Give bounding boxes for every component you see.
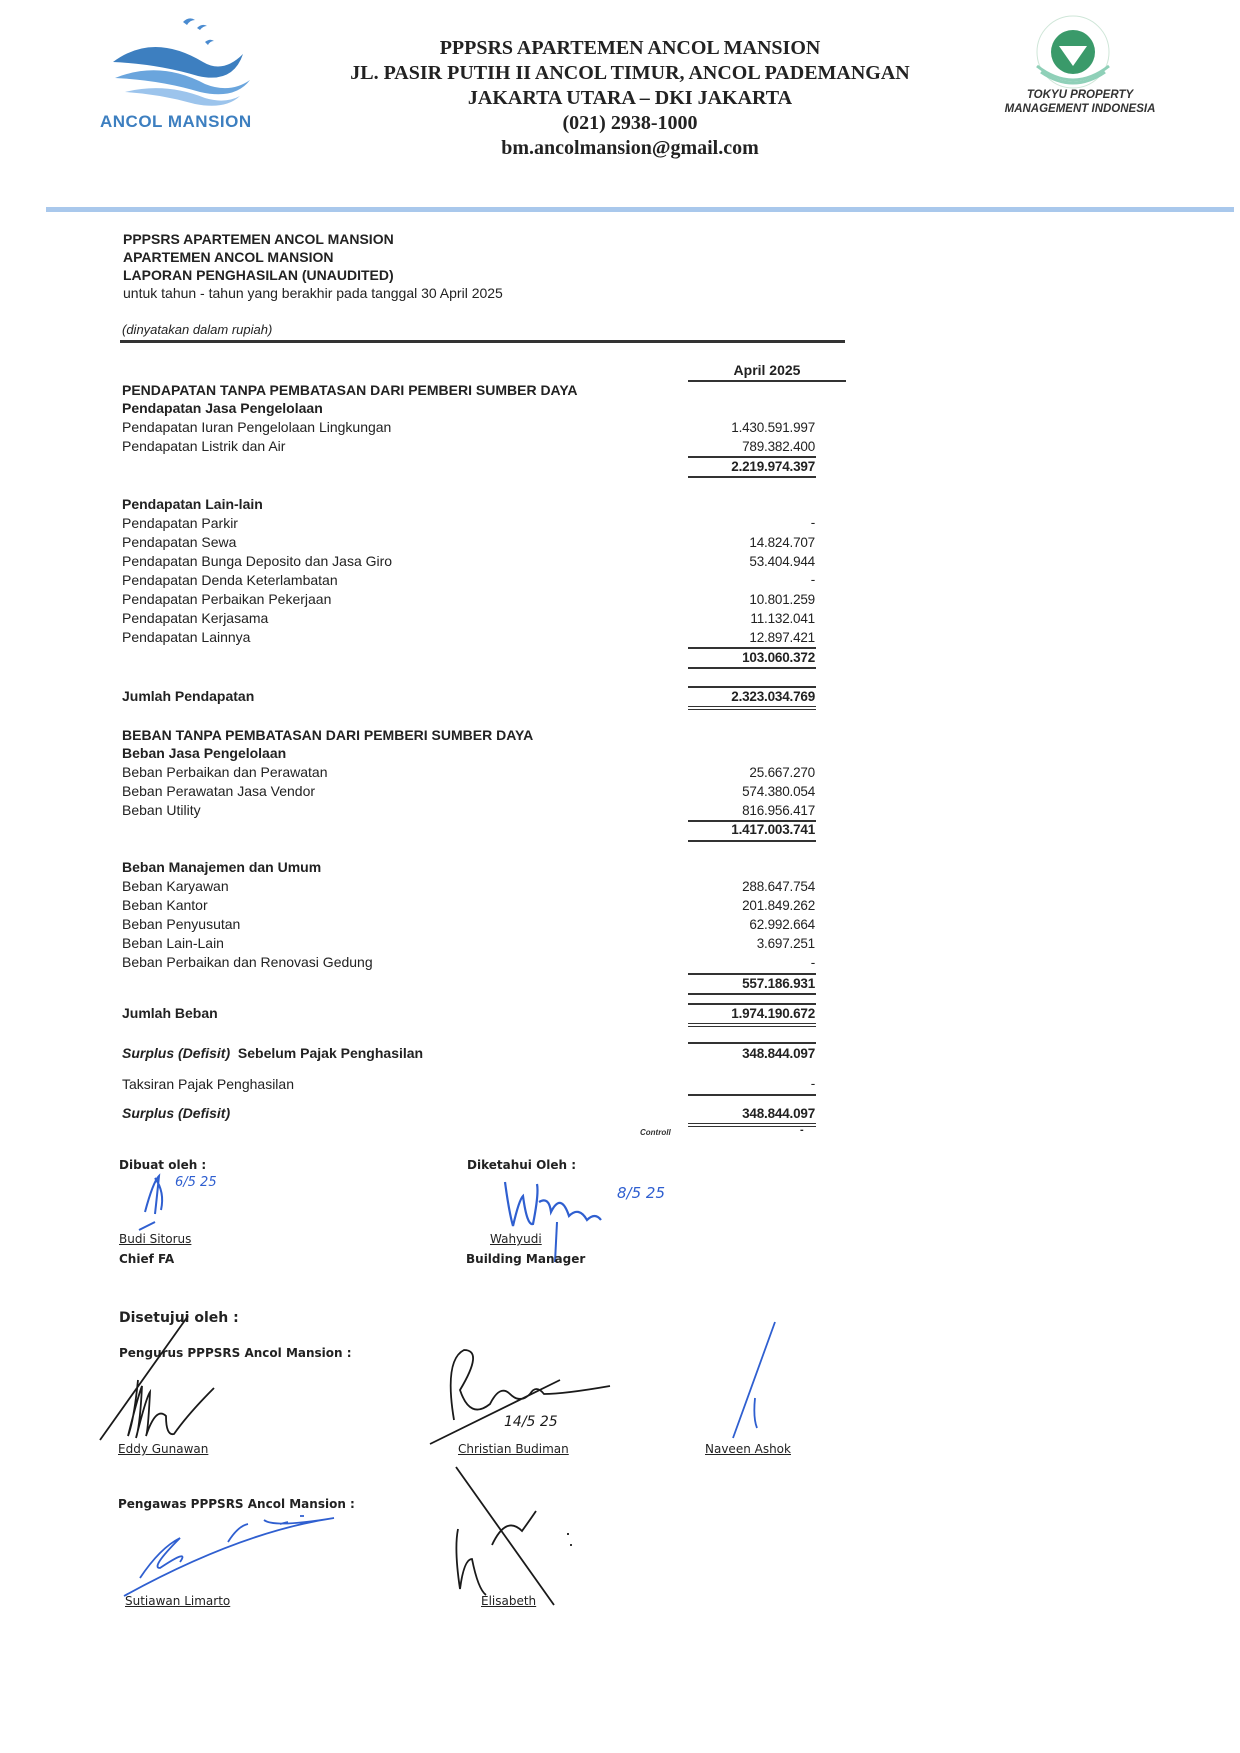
letterhead-phone: (021) 2938-1000 bbox=[562, 112, 698, 134]
board-member-name: Naveen Ashok bbox=[705, 1442, 791, 1456]
line-item-label: Beban Karyawan bbox=[122, 878, 229, 894]
header-rule bbox=[120, 340, 845, 343]
line-item-label: Beban Perbaikan dan Perawatan bbox=[122, 764, 328, 780]
signature-christian-budiman bbox=[430, 1350, 630, 1450]
tax-rule bbox=[688, 1094, 816, 1096]
line-item-value: - bbox=[810, 515, 815, 530]
line-item-value: 201.849.262 bbox=[742, 898, 815, 913]
subtotal-value: 557.186.931 bbox=[742, 976, 815, 991]
line-item-label: Beban Perbaikan dan Renovasi Gedung bbox=[122, 954, 373, 970]
income-section-title: PENDAPATAN TANPA PEMBATASAN DARI PEMBERI SUMBER DAYA bbox=[122, 382, 578, 398]
line-item-value: 11.132.041 bbox=[750, 611, 815, 626]
subtotal-rule bbox=[688, 476, 816, 478]
surplus-value: 348.844.097 bbox=[742, 1106, 815, 1121]
letterhead-email: bm.ancolmansion@gmail.com bbox=[501, 137, 759, 159]
line-item-value: 14.824.707 bbox=[749, 535, 815, 550]
line-item-label: Pendapatan Listrik dan Air bbox=[122, 438, 286, 454]
prepared-date-mark: 6/5 25 bbox=[175, 1175, 217, 1190]
subtotal-value: 2.219.974.397 bbox=[731, 459, 815, 474]
approved-by-label: Disetujui oleh : bbox=[119, 1310, 239, 1326]
surplus-before-tax-value: 348.844.097 bbox=[742, 1046, 815, 1061]
acknowledged-by-name: Wahyudi bbox=[490, 1232, 542, 1246]
letterhead-city: JAKARTA UTARA – DKI JAKARTA bbox=[467, 87, 793, 109]
line-item-label: Beban Penyusutan bbox=[122, 916, 241, 932]
report-header bbox=[123, 230, 503, 302]
control-label: Controll bbox=[640, 1128, 671, 1137]
income-group1-title: Pendapatan Jasa Pengelolaan bbox=[122, 400, 323, 416]
supervisor-name: Sutiawan Limarto bbox=[125, 1594, 231, 1608]
letterhead-org: PPPSRS APARTEMEN ANCOL MANSION bbox=[439, 37, 821, 59]
line-item-value: - bbox=[810, 572, 815, 587]
line-item-value: 1.430.591.997 bbox=[731, 420, 815, 435]
line-item-label: Beban Kantor bbox=[122, 897, 208, 913]
line-item-value: 574.380.054 bbox=[742, 784, 815, 799]
tax-label: Taksiran Pajak Penghasilan bbox=[122, 1076, 294, 1092]
board-member-name: Eddy Gunawan bbox=[118, 1442, 209, 1456]
expense-total-label: Jumlah Beban bbox=[122, 1005, 218, 1021]
income-group2-title: Pendapatan Lain-lain bbox=[122, 496, 263, 512]
surplus-before-tax-label-rest: Sebelum Pajak Penghasilan bbox=[237, 1045, 424, 1061]
line-item-label: Pendapatan Kerjasama bbox=[122, 610, 269, 626]
line-item-value: - bbox=[810, 955, 815, 970]
tokyu-wordmark-line2: MANAGEMENT INDONESIA bbox=[1004, 103, 1156, 115]
unit-note: (dinyatakan dalam rupiah) bbox=[122, 322, 273, 337]
expense-total-value: 1.974.190.672 bbox=[731, 1006, 815, 1021]
tax-value: - bbox=[810, 1076, 815, 1091]
column-header-rule bbox=[688, 380, 846, 382]
line-item-value: 789.382.400 bbox=[742, 439, 815, 454]
line-item-label: Pendapatan Lainnya bbox=[122, 629, 251, 645]
line-item-value: 53.404.944 bbox=[749, 554, 815, 569]
line-item-label: Beban Lain-Lain bbox=[122, 935, 224, 951]
total-double-rule bbox=[688, 1023, 816, 1027]
tokyu-wordmark-line1: TOKYU PROPERTY bbox=[1026, 89, 1134, 101]
subtotal-value: 103.060.372 bbox=[742, 650, 815, 665]
signature-elisabeth bbox=[452, 1465, 582, 1605]
subtotal-rule bbox=[688, 973, 816, 975]
tokyu-emblem-icon bbox=[975, 14, 1185, 94]
board-label: Pengurus PPPSRS Ancol Mansion : bbox=[119, 1346, 352, 1360]
board-member-name: Christian Budiman bbox=[458, 1442, 569, 1456]
subtotal-rule bbox=[688, 840, 816, 842]
line-item-value: 816.956.417 bbox=[742, 803, 815, 818]
column-header: April 2025 bbox=[733, 362, 801, 378]
wave-birds-icon bbox=[95, 14, 275, 114]
prepared-by-title: Chief FA bbox=[119, 1252, 175, 1266]
acknowledged-date-mark: 8/5 25 bbox=[617, 1184, 665, 1202]
line-item-value: 25.667.270 bbox=[749, 765, 815, 780]
line-item-label: Pendapatan Iuran Pengelolaan Lingkungan bbox=[122, 419, 392, 435]
line-item-value: 288.647.754 bbox=[742, 879, 815, 894]
surplus-before-tax-label bbox=[122, 1045, 423, 1061]
signature-sutiawan-limarto bbox=[120, 1512, 340, 1597]
signature-budi-sitorus bbox=[135, 1172, 215, 1234]
letterhead-street: JL. PASIR PUTIH II ANCOL TIMUR, ANCOL PADEMANGAN bbox=[350, 62, 910, 84]
subtotal-rule bbox=[688, 993, 816, 995]
subtotal-rule bbox=[688, 667, 816, 669]
expense-group2-title: Beban Manajemen dan Umum bbox=[122, 859, 322, 875]
surplus-rule bbox=[688, 1042, 816, 1044]
line-item-value: 3.697.251 bbox=[756, 936, 815, 951]
line-item-label: Pendapatan Sewa bbox=[122, 534, 237, 550]
line-item-label: Pendapatan Perbaikan Pekerjaan bbox=[122, 591, 332, 607]
prepared-by-name: Budi Sitorus bbox=[119, 1232, 192, 1246]
report-entity: APARTEMEN ANCOL MANSION bbox=[123, 249, 334, 265]
ancol-mansion-wordmark: ANCOL MANSION bbox=[100, 112, 252, 131]
signature-naveen-ashok bbox=[725, 1318, 785, 1438]
signature-eddy-gunawan bbox=[98, 1310, 228, 1450]
supervisor-name: Elisabeth bbox=[481, 1594, 537, 1608]
subtotal-rule bbox=[688, 456, 816, 458]
surplus-double-rule bbox=[688, 1123, 816, 1127]
income-total-label: Jumlah Pendapatan bbox=[122, 688, 255, 704]
letterhead-divider bbox=[46, 207, 1234, 212]
report-title: LAPORAN PENGHASILAN (UNAUDITED) bbox=[123, 267, 394, 283]
line-item-value: 62.992.664 bbox=[749, 917, 815, 932]
ancol-mansion-logo bbox=[95, 14, 275, 134]
line-item-label: Pendapatan Bunga Deposito dan Jasa Giro bbox=[122, 553, 393, 569]
subtotal-rule bbox=[688, 647, 816, 649]
supervisor-label: Pengawas PPPSRS Ancol Mansion : bbox=[118, 1497, 355, 1511]
surplus-label: Surplus (Defisit) bbox=[122, 1105, 231, 1121]
total-rule bbox=[688, 1003, 816, 1005]
subtotal-value: 1.417.003.741 bbox=[731, 822, 815, 837]
tokyu-property-logo bbox=[975, 14, 1185, 124]
report-period: untuk tahun - tahun yang berakhir pada tanggal 30 April 2025 bbox=[123, 285, 503, 301]
line-item-label: Pendapatan Parkir bbox=[122, 515, 238, 531]
total-rule bbox=[688, 686, 816, 688]
line-item-label: Beban Utility bbox=[122, 802, 201, 818]
line-item-value: 12.897.421 bbox=[749, 630, 815, 645]
surplus-before-tax-label-italic: Surplus (Defisit) bbox=[122, 1045, 231, 1061]
letterhead-address bbox=[300, 36, 960, 161]
expense-group1-title: Beban Jasa Pengelolaan bbox=[122, 745, 287, 761]
board-date-mark: 14/5 25 bbox=[504, 1414, 558, 1430]
line-item-label: Pendapatan Denda Keterlambatan bbox=[122, 572, 338, 588]
control-value: - bbox=[800, 1124, 804, 1136]
prepared-by-label: Dibuat oleh : bbox=[119, 1158, 207, 1172]
acknowledged-by-label: Diketahui Oleh : bbox=[467, 1158, 577, 1172]
income-total-value: 2.323.034.769 bbox=[731, 689, 815, 704]
expense-section-title: BEBAN TANPA PEMBATASAN DARI PEMBERI SUMBER DAYA bbox=[122, 727, 534, 743]
line-item-label: Beban Perawatan Jasa Vendor bbox=[122, 783, 316, 799]
signature-wahyudi bbox=[495, 1172, 665, 1262]
acknowledged-by-title: Building Manager bbox=[466, 1252, 586, 1266]
total-double-rule bbox=[688, 706, 816, 710]
report-org: PPPSRS APARTEMEN ANCOL MANSION bbox=[123, 231, 394, 247]
line-item-value: 10.801.259 bbox=[749, 592, 815, 607]
